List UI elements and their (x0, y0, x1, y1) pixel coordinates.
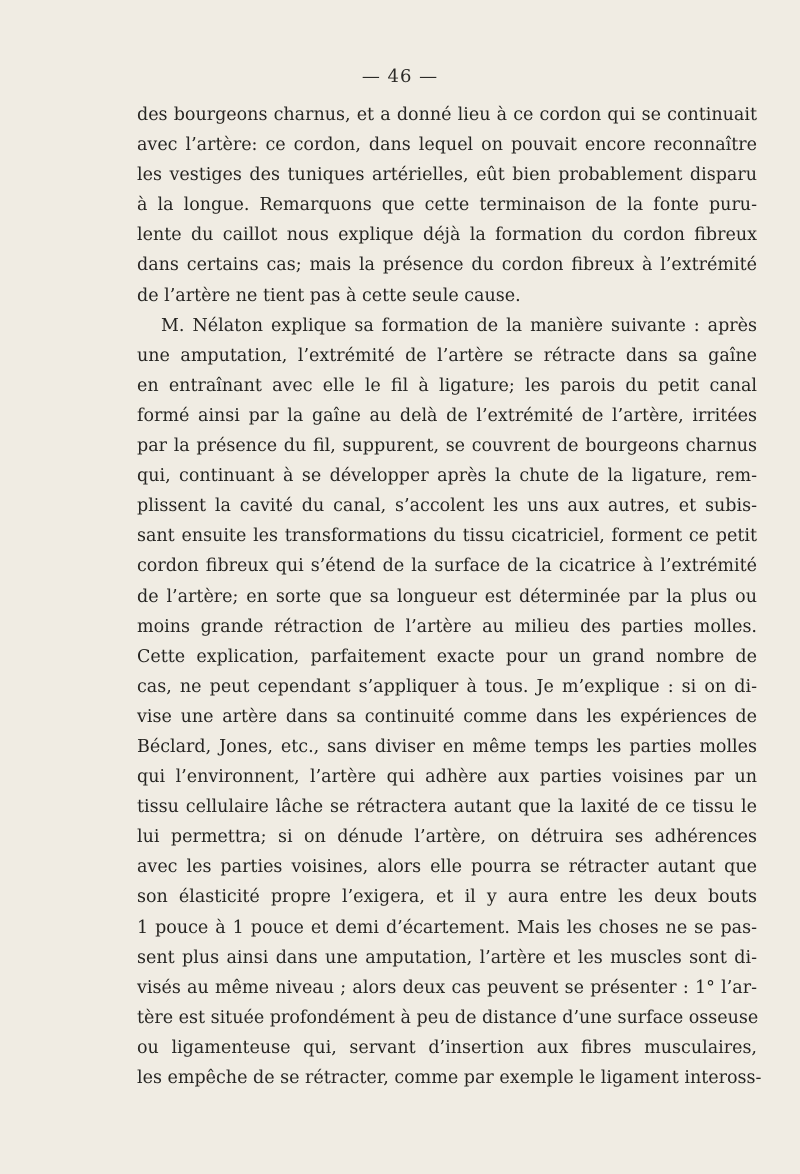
text-line: qui, continuant à se développer après la chute de la ligature, rem- (137, 466, 757, 487)
text-line: 1 pouce à 1 pouce et demi d’écartement. Mais les choses ne se pas- (137, 917, 757, 938)
text-line: par la présence du fil, suppurent, se couvrent de bourgeons charnus (137, 436, 757, 457)
text-line: formé ainsi par la gaîne au delà de l’extrémité de l’artère, irritées (137, 405, 757, 426)
text-line: visés au même niveau ; alors deux cas peuvent se présenter : 1° l’ar- (137, 977, 757, 998)
text-line: une amputation, l’extrémité de l’artère se rétracte dans sa gaîne (137, 345, 757, 366)
text-line: son élasticité propre l’exigera, et il y aura entre les deux bouts (137, 887, 757, 908)
text-line: Cette explication, parfaitement exacte pour un grand nombre de (137, 646, 757, 667)
text-line: de l’artère ne tient pas à cette seule cause. (137, 285, 521, 306)
text-line: vise une artère dans sa continuité comme dans les expériences de (137, 706, 757, 727)
text-line: sent plus ainsi dans une amputation, l’artère et les muscles sont di- (137, 947, 757, 968)
page-number: — 46 — (361, 66, 439, 87)
text-line: de l’artère; en sorte que sa longueur est déterminée par la plus ou (137, 586, 757, 607)
text-line: tère est située profondément à peu de distance d’une surface osseuse (137, 1007, 759, 1028)
text-line: avec les parties voisines, alors elle pourra se rétracter autant que (137, 857, 757, 878)
text-line: en entraînant avec elle le fil à ligature; les parois du petit canal (137, 375, 757, 396)
text-line: moins grande rétraction de l’artère au milieu des parties molles. (137, 616, 757, 637)
text-line: M. Nélaton explique sa formation de la manière suivante : après (161, 315, 757, 336)
text-line: sant ensuite les transformations du tissu cicatriciel, forment ce petit (137, 526, 757, 547)
text-line: des bourgeons charnus, et a donné lieu à ce cordon qui se continuait (137, 105, 757, 125)
text-line: à la longue. Remarquons que cette terminaison de la fonte puru- (137, 195, 757, 216)
text-line: tissu cellulaire lâche se rétractera autant que la laxité de ce tissu le (137, 797, 757, 818)
text-line: qui l’environnent, l’artère qui adhère aux parties voisines par un (137, 767, 757, 788)
body-text (137, 100, 762, 1093)
text-line: les empêche de se rétracter, comme par exemple le ligament inteross- (137, 1068, 762, 1088)
text-line: les vestiges des tuniques artérielles, eût bien probablement disparu (137, 165, 757, 186)
text-line: dans certains cas; mais la présence du cordon fibreux à l’extrémité (137, 255, 757, 276)
text-line: lui permettra; si on dénude l’artère, on détruira ses adhérences (137, 827, 757, 848)
text-line: lente du caillot nous explique déjà la formation du cordon fibreux (137, 225, 757, 246)
text-line: plissent la cavité du canal, s’accolent les uns aux autres, et subis- (137, 496, 757, 517)
text-line: cordon fibreux qui s’étend de la surface de la cicatrice à l’extrémité (137, 556, 757, 577)
text-line: cas, ne peut cependant s’appliquer à tous. Je m’explique : si on di- (137, 676, 757, 697)
text-line: Béclard, Jones, etc., sans diviser en même temps les parties molles (137, 736, 757, 757)
text-line: ou ligamenteuse qui, servant d’insertion aux fibres musculaires, (137, 1037, 757, 1058)
text-line: avec l’artère: ce cordon, dans lequel on pouvait encore reconnaître (137, 135, 757, 156)
